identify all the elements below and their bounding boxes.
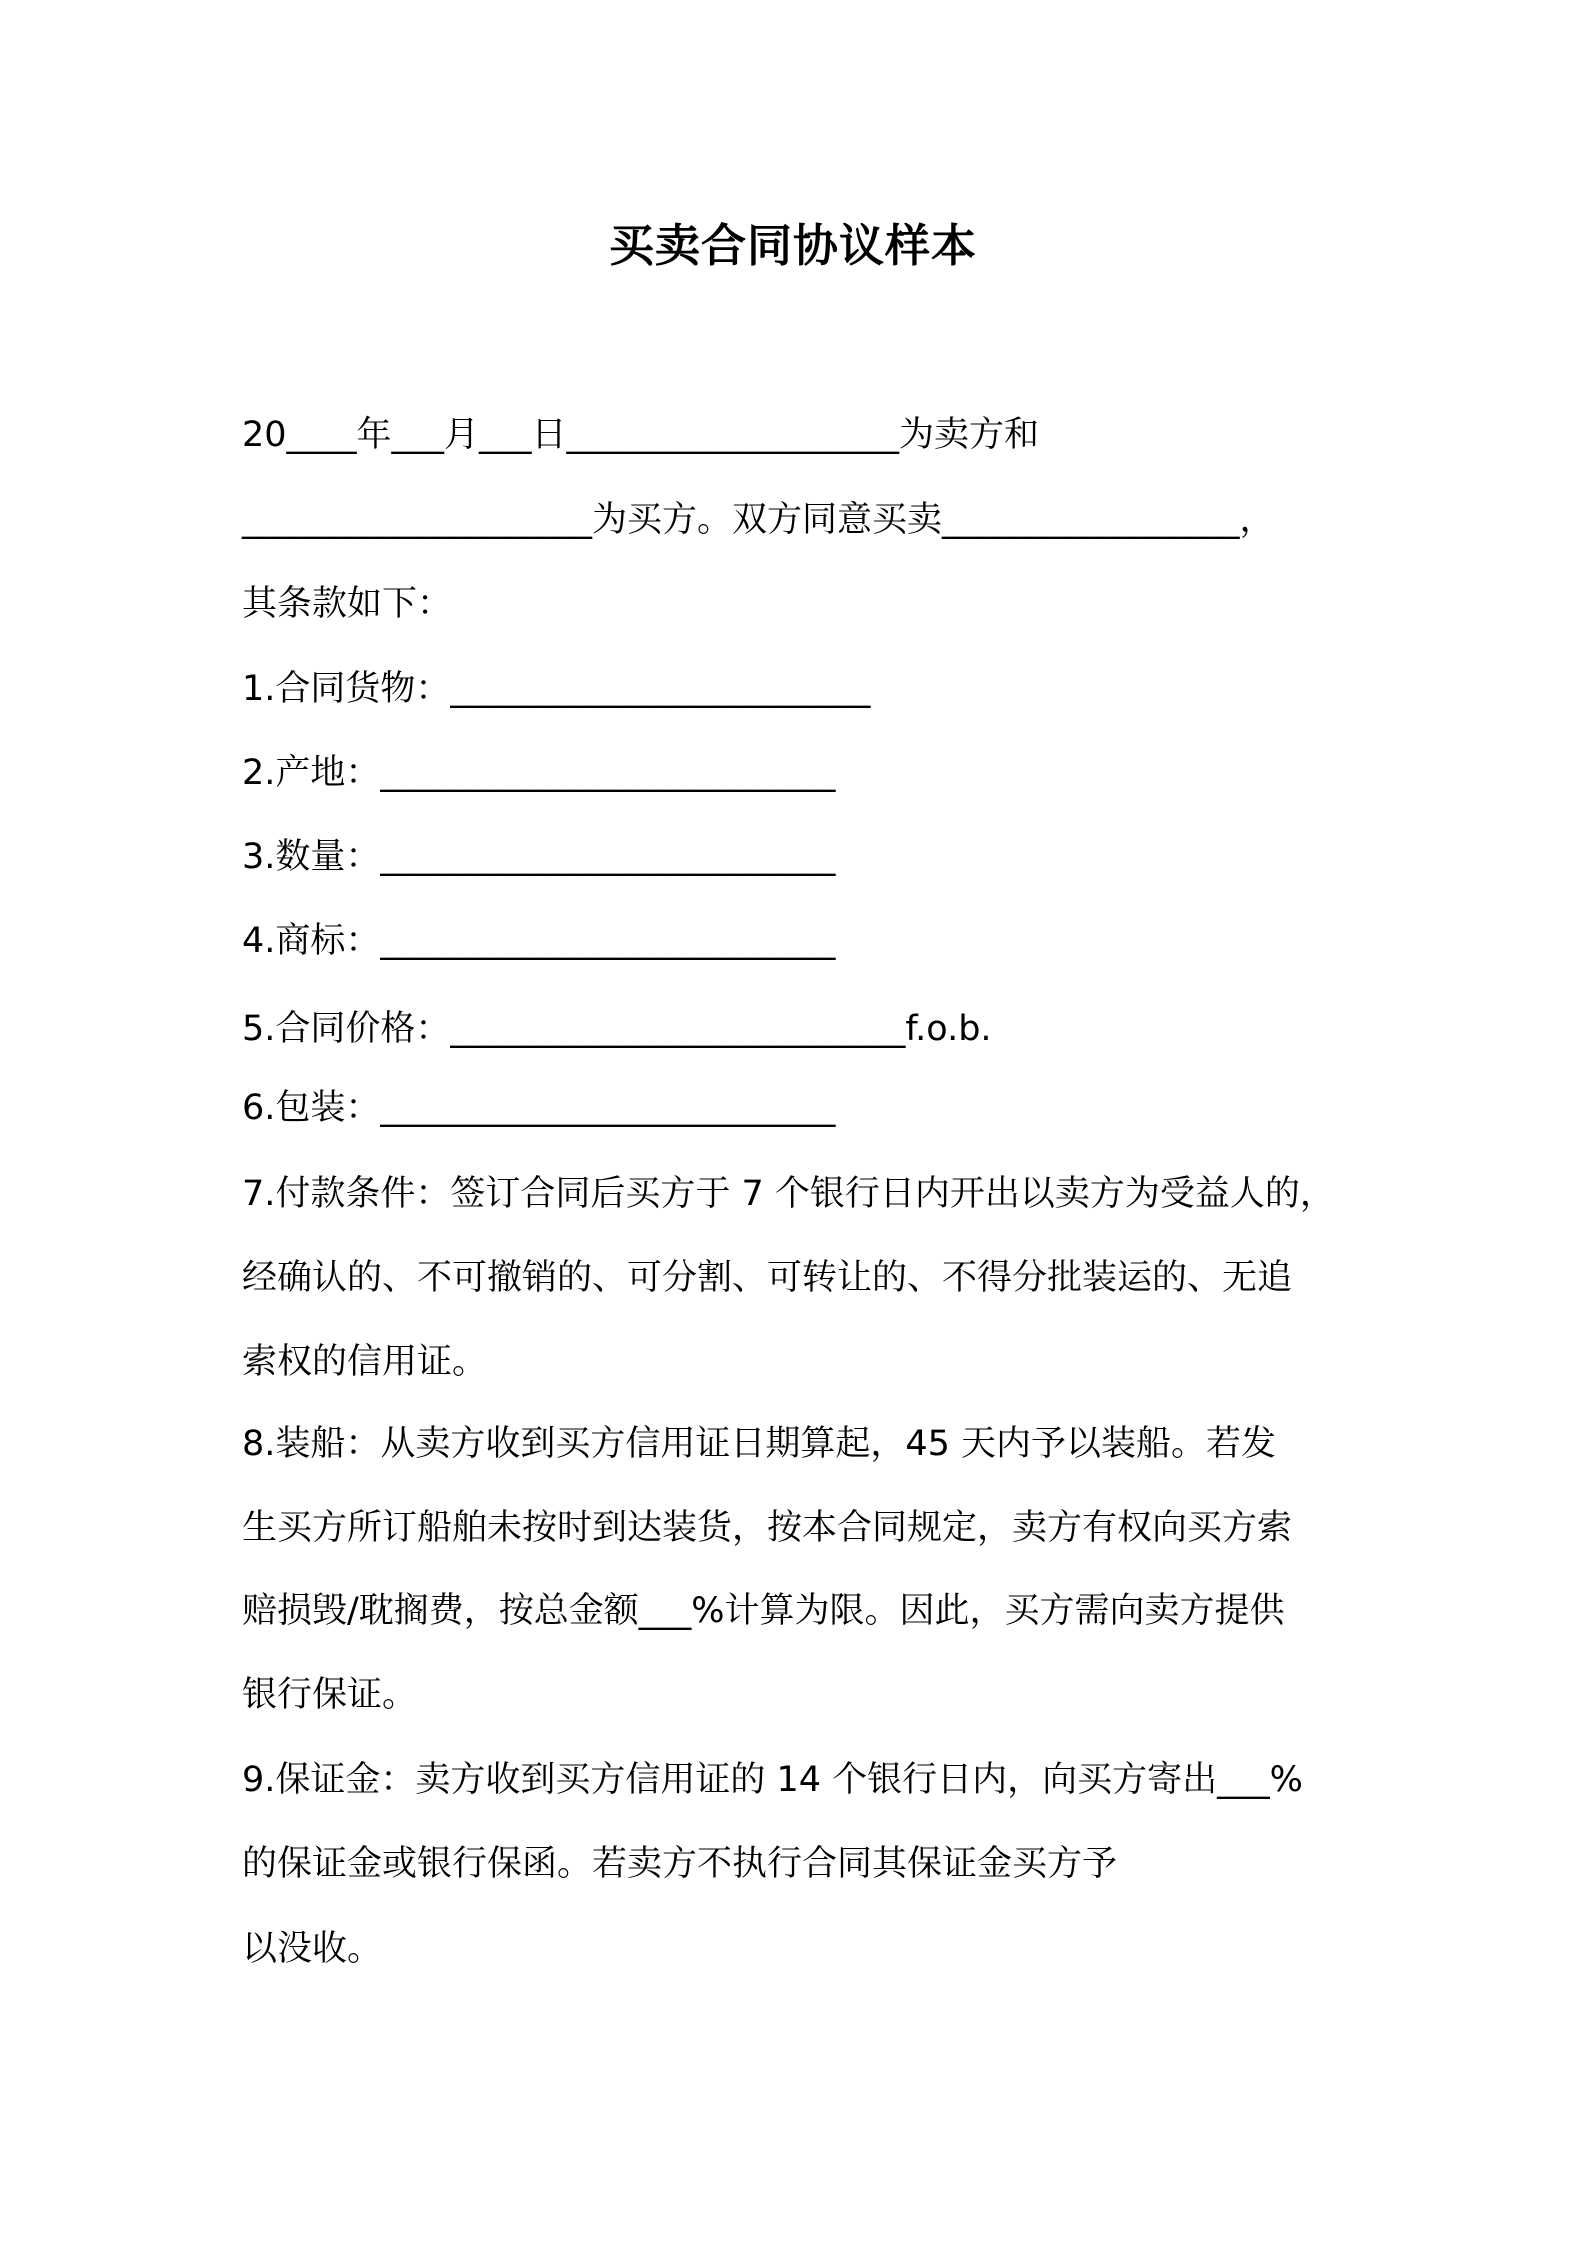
clause-1-goods: 1.合同货物：________________________ [242, 669, 871, 709]
clause-6-packing: 6.包装：__________________________ [242, 1088, 836, 1128]
clause-8-shipment-line-1: 8.装船：从卖方收到买方信用证日期算起，45 天内予以装船。若发 [242, 1424, 1277, 1464]
document-title: 买卖合同协议样本 [608, 219, 977, 272]
clause-4-trademark: 4.商标：__________________________ [242, 921, 836, 961]
clause-9-deposit-line-2: 的保证金或银行保函。若卖方不执行合同其保证金买方予 [242, 1844, 1118, 1884]
terms-intro: 其条款如下： [242, 584, 453, 624]
clause-3-quantity: 3.数量：__________________________ [242, 837, 836, 877]
buyer-line: ____________________为买方。双方同意买卖_________________， [242, 500, 1275, 540]
clause-2-origin: 2.产地：__________________________ [242, 753, 836, 793]
clause-7-payment-line-3: 索权的信用证。 [242, 1342, 488, 1382]
clause-8-shipment-line-3: 赔损毁/耽搁费，按总金额___%计算为限。因此，买方需向卖方提供 [242, 1591, 1285, 1631]
clause-7-payment-line-1: 7.付款条件：签订合同后买方于 7 个银行日内开出以卖方为受益人的， [242, 1174, 1335, 1214]
clause-9-deposit-line-1: 9.保证金：卖方收到买方信用证的 14 个银行日内，向买方寄出___% [242, 1760, 1303, 1800]
date-parties-line: 20____年___月___日___________________为卖方和 [242, 415, 1040, 455]
clause-8-shipment-line-4: 银行保证。 [242, 1675, 418, 1715]
clause-7-payment-line-2: 经确认的、不可撤销的、可分割、可转让的、不得分批装运的、无追 [242, 1258, 1293, 1298]
clause-9-deposit-line-3: 以没收。 [242, 1929, 383, 1969]
clause-5-price: 5.合同价格：__________________________f.o.b. [242, 1009, 992, 1049]
clause-8-shipment-line-2: 生买方所订船舶未按时到达装货，按本合同规定，卖方有权向买方索 [242, 1508, 1293, 1548]
